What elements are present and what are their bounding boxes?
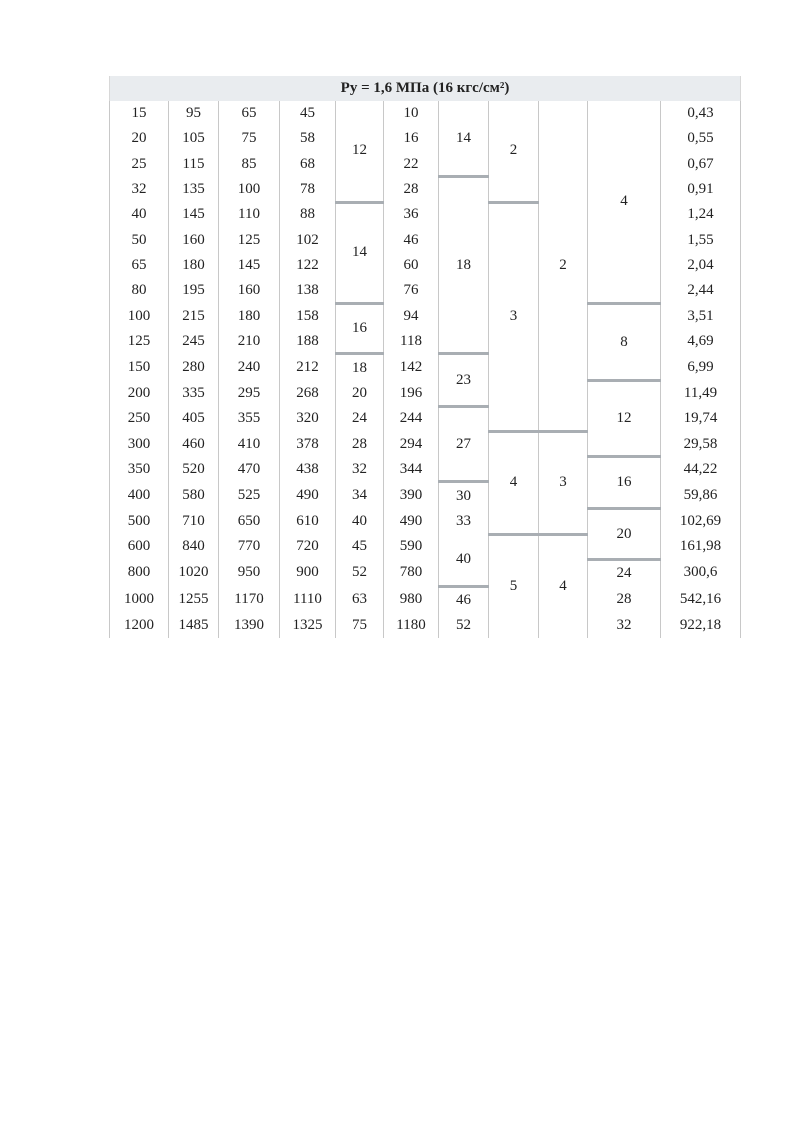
table-cell: 12	[588, 381, 661, 457]
table-cell: 1,24	[661, 202, 741, 227]
table-cell: 4	[489, 431, 539, 534]
table-cell: 44,22	[661, 457, 741, 482]
table-cell: 45	[280, 101, 336, 126]
table-cell: 2,44	[661, 278, 741, 303]
table-cell: 60	[384, 253, 439, 278]
table-cell: 36	[384, 202, 439, 227]
table-cell: 75	[219, 126, 280, 151]
table-cell: 200	[110, 381, 169, 406]
pressure-class-title: Py = 1,6 МПа (16 кгс/см²)	[110, 76, 741, 101]
table-cell: 28	[588, 586, 661, 613]
table-cell: 95	[169, 101, 219, 126]
table-cell: 212	[280, 354, 336, 381]
table-cell: 1000	[110, 586, 169, 613]
flange-dimensions-table	[109, 76, 741, 638]
table-cell: 105	[169, 126, 219, 151]
table-cell: 32	[336, 457, 384, 482]
table-cell: 161,98	[661, 534, 741, 559]
table-cell: 14	[439, 101, 489, 177]
table-cell: 294	[384, 431, 439, 456]
table-cell: 15	[110, 101, 169, 126]
table-cell: 94	[384, 303, 439, 328]
table-cell: 210	[219, 329, 280, 354]
table-cell: 88	[280, 202, 336, 227]
table-cell: 145	[169, 202, 219, 227]
table-cell: 780	[384, 559, 439, 586]
table-cell: 542,16	[661, 586, 741, 613]
table-cell: 135	[169, 177, 219, 202]
table-cell: 18	[439, 177, 489, 354]
table-cell: 16	[588, 457, 661, 509]
table-row	[110, 101, 741, 126]
table-cell: 520	[169, 457, 219, 482]
table-cell: 590	[384, 534, 439, 559]
table-cell: 30	[439, 482, 489, 509]
table-cell: 142	[384, 354, 439, 381]
table-cell: 0,67	[661, 152, 741, 177]
table-cell: 240	[219, 354, 280, 381]
table-cell: 490	[384, 509, 439, 534]
table-cell: 4	[588, 101, 661, 303]
table-cell: 0,55	[661, 126, 741, 151]
table-cell: 180	[169, 253, 219, 278]
table-cell: 29,58	[661, 431, 741, 456]
table-cell: 75	[336, 613, 384, 638]
table-cell: 22	[384, 152, 439, 177]
table-cell: 650	[219, 509, 280, 534]
table-cell: 500	[110, 509, 169, 534]
table-cell: 900	[280, 559, 336, 586]
table-cell: 20	[588, 509, 661, 560]
table-cell: 33	[439, 509, 489, 534]
table-cell: 2	[489, 101, 539, 202]
table-cell: 59,86	[661, 482, 741, 509]
table-cell: 85	[219, 152, 280, 177]
table-cell: 460	[169, 431, 219, 456]
table-cell: 150	[110, 354, 169, 381]
table-cell: 268	[280, 381, 336, 406]
table-cell: 100	[219, 177, 280, 202]
table-cell: 110	[219, 202, 280, 227]
table-cell: 1170	[219, 586, 280, 613]
table-row	[110, 509, 741, 534]
table-cell: 1200	[110, 613, 169, 638]
table-cell: 950	[219, 559, 280, 586]
table-row	[110, 559, 741, 586]
table-cell: 438	[280, 457, 336, 482]
table-cell: 102,69	[661, 509, 741, 534]
table-cell: 10	[384, 101, 439, 126]
table-cell: 11,49	[661, 381, 741, 406]
table-cell: 490	[280, 482, 336, 509]
table-cell: 4,69	[661, 329, 741, 354]
table-cell: 6,99	[661, 354, 741, 381]
table-cell: 28	[336, 431, 384, 456]
table-cell: 24	[336, 406, 384, 431]
table-cell: 45	[336, 534, 384, 559]
table-cell: 1485	[169, 613, 219, 638]
table-cell: 40	[110, 202, 169, 227]
table-cell: 160	[219, 278, 280, 303]
table-cell: 196	[384, 381, 439, 406]
table-cell: 0,91	[661, 177, 741, 202]
table-cell: 335	[169, 381, 219, 406]
table-cell: 52	[336, 559, 384, 586]
table-cell: 2,04	[661, 253, 741, 278]
table-cell: 28	[384, 177, 439, 202]
table-cell: 250	[110, 406, 169, 431]
table-cell: 63	[336, 586, 384, 613]
table-cell: 80	[110, 278, 169, 303]
table-cell: 19,74	[661, 406, 741, 431]
table-row	[110, 586, 741, 613]
table-cell: 300	[110, 431, 169, 456]
table-cell: 46	[439, 586, 489, 613]
table-cell: 18	[336, 354, 384, 381]
table-cell: 78	[280, 177, 336, 202]
table-cell: 12	[336, 101, 384, 202]
table-cell: 410	[219, 431, 280, 456]
table-cell: 16	[336, 303, 384, 354]
table-cell: 470	[219, 457, 280, 482]
table-cell: 320	[280, 406, 336, 431]
table-cell: 3	[539, 431, 588, 534]
table-cell: 5	[489, 534, 539, 638]
table-cell: 1180	[384, 613, 439, 638]
table-cell: 3,51	[661, 303, 741, 328]
table-cell: 65	[110, 253, 169, 278]
table-cell: 16	[384, 126, 439, 151]
table-cell: 405	[169, 406, 219, 431]
table-cell: 160	[169, 227, 219, 252]
table-cell: 390	[384, 482, 439, 509]
table-cell: 118	[384, 329, 439, 354]
table-cell: 1020	[169, 559, 219, 586]
table-cell: 25	[110, 152, 169, 177]
table-cell: 295	[219, 381, 280, 406]
table-cell: 710	[169, 509, 219, 534]
table-cell: 32	[588, 613, 661, 638]
table-cell: 27	[439, 406, 489, 482]
table-cell: 580	[169, 482, 219, 509]
table-cell: 720	[280, 534, 336, 559]
table-cell: 24	[588, 559, 661, 586]
table-row	[110, 613, 741, 638]
table-cell: 14	[336, 202, 384, 303]
table-cell: 125	[219, 227, 280, 252]
table-cell: 525	[219, 482, 280, 509]
table-header-row	[110, 76, 741, 101]
table-cell: 20	[336, 381, 384, 406]
table-cell: 76	[384, 278, 439, 303]
table-cell: 115	[169, 152, 219, 177]
table-cell: 4	[539, 534, 588, 638]
table-cell: 1,55	[661, 227, 741, 252]
table-cell: 2	[539, 101, 588, 431]
table-cell: 40	[439, 534, 489, 586]
table-cell: 300,6	[661, 559, 741, 586]
table-cell: 52	[439, 613, 489, 638]
table-cell: 102	[280, 227, 336, 252]
table-cell: 180	[219, 303, 280, 328]
table-cell: 355	[219, 406, 280, 431]
table-cell: 158	[280, 303, 336, 328]
table-cell: 50	[110, 227, 169, 252]
table-row	[110, 303, 741, 328]
table-cell: 840	[169, 534, 219, 559]
table-cell: 600	[110, 534, 169, 559]
table-cell: 138	[280, 278, 336, 303]
table-cell: 188	[280, 329, 336, 354]
table-cell: 1110	[280, 586, 336, 613]
table-cell: 215	[169, 303, 219, 328]
table-row	[110, 457, 741, 482]
table-cell: 68	[280, 152, 336, 177]
table-cell: 8	[588, 303, 661, 380]
table-cell: 100	[110, 303, 169, 328]
table-cell: 245	[169, 329, 219, 354]
table-cell: 145	[219, 253, 280, 278]
table-cell: 610	[280, 509, 336, 534]
table-cell: 58	[280, 126, 336, 151]
table-cell: 23	[439, 354, 489, 406]
table-cell: 378	[280, 431, 336, 456]
table-cell: 1390	[219, 613, 280, 638]
table-cell: 46	[384, 227, 439, 252]
table-cell: 400	[110, 482, 169, 509]
table-cell: 0,43	[661, 101, 741, 126]
table-cell: 122	[280, 253, 336, 278]
table-cell: 770	[219, 534, 280, 559]
table-cell: 922,18	[661, 613, 741, 638]
table-cell: 34	[336, 482, 384, 509]
table-cell: 1325	[280, 613, 336, 638]
table-cell: 280	[169, 354, 219, 381]
table-cell: 344	[384, 457, 439, 482]
table-row	[110, 381, 741, 406]
table-cell: 40	[336, 509, 384, 534]
table-cell: 350	[110, 457, 169, 482]
table-cell: 244	[384, 406, 439, 431]
table-body	[110, 101, 741, 638]
table-cell: 20	[110, 126, 169, 151]
table-cell: 3	[489, 202, 539, 431]
table-cell: 32	[110, 177, 169, 202]
table-cell: 65	[219, 101, 280, 126]
table-cell: 1255	[169, 586, 219, 613]
table-cell: 125	[110, 329, 169, 354]
table-cell: 195	[169, 278, 219, 303]
table-cell: 800	[110, 559, 169, 586]
table-cell: 980	[384, 586, 439, 613]
